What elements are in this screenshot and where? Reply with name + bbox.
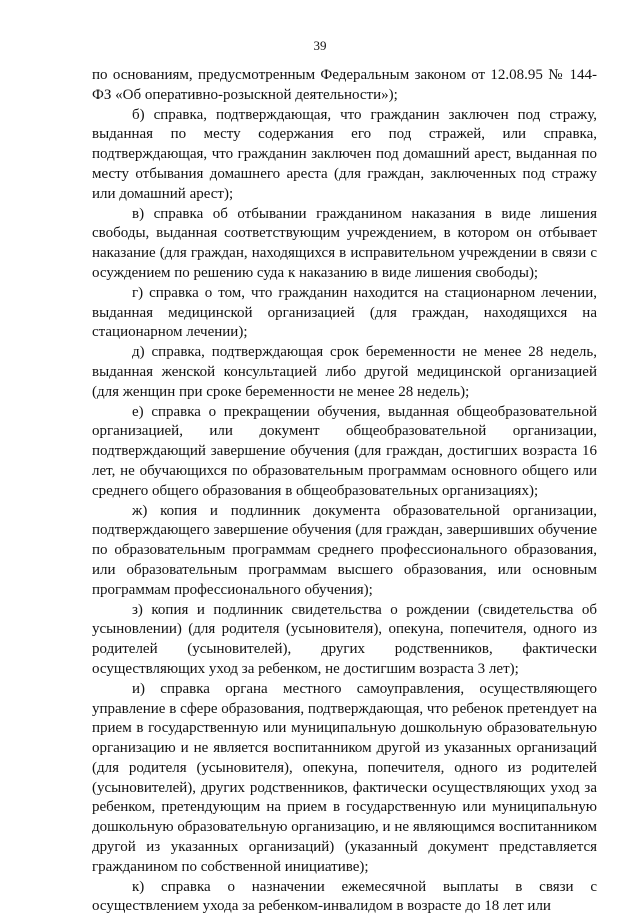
page-number: 39 — [313, 38, 327, 53]
paragraph-item-i: и) справка органа местного самоуправления, осуществляющего управление в сфере образования, подтверждающая, что ребенок претендует на прием в государственную или муниципальную дошкольную образовательную организацию и не является воспитанником другой из указанных организаций (для родителя (усыновителя), опекуна, попечителя, одного из родителей (усыновителей), других родственников, фактически осуществляющих уход за ребенком, претендующим на прием в государственную или муниципальную дошкольную образовательную организацию, и не являющимся воспитанником другой из указанных организаций) (указанный документ представляется гражданином по собственной инициативе); — [92, 680, 597, 875]
paragraph-item-d: д) справка, подтверждающая срок беременности не менее 28 недель, выданная женской консультацией либо другой медицинской организацией (для женщин при сроке беременности не менее 28 недель); — [92, 344, 597, 400]
paragraph-item-z: з) копия и подлинник свидетельства о рождении (свидетельства об усыновлении) (для родителя (усыновителя), опекуна, попечителя, одного из родителей (усыновителей), других родственников, фактически осуществляющих уход за ребенком, не достигшим возраста 3 лет); — [92, 601, 597, 677]
paragraph-item-e: е) справка о прекращении обучения, выданная общеобразовательной организацией, или документ общеобразовательной организации, подтверждающий завершение обучения (для граждан, достигших возраста 16 лет, не обучающихся по образовательным программам основного общего или среднего общего образования в общеобразовательных организациях); — [92, 403, 597, 499]
paragraph-item-v: в) справка об отбывании гражданином наказания в виде лишения свободы, выданная соответствующим учреждением, в котором он отбывает наказание (для граждан, находящихся в исправительном учреждении в связи с осуждением по решению суда к наказанию в виде лишения свободы); — [92, 205, 597, 281]
paragraph-item-b: б) справка, подтверждающая, что гражданин заключен под стражу, выданная по месту содержания его под стражей, или справка, подтверждающая, что гражданин заключен под домашний арест, выданная по месту отбывания домашнего ареста (для граждан, заключенных под стражу или домашний арест); — [92, 106, 597, 202]
document-body — [92, 66, 597, 917]
paragraph-item-g: г) справка о том, что гражданин находится на стационарном лечении, выданная медицинской организацией (для граждан, находящихся на стационарном лечении); — [92, 284, 597, 341]
paragraph-continuation: по основаниям, предусмотренным Федеральным законом от 12.08.95 № 144-ФЗ «Об оперативно-розыскной деятельности»); — [92, 67, 597, 103]
paragraph-item-k: к) справка о назначении ежемесячной выплаты в связи с осуществлением ухода за ребенком-инвалидом в возрасте до 18 лет или — [92, 878, 597, 915]
paragraph-item-zh: ж) копия и подлинник документа образовательной организации, подтверждающего завершение обучения (для граждан, завершивших обучение по образовательным программам среднего профессионального образования, или образовательным программам высшего образования, или основным программам профессионального обучения); — [92, 502, 597, 598]
